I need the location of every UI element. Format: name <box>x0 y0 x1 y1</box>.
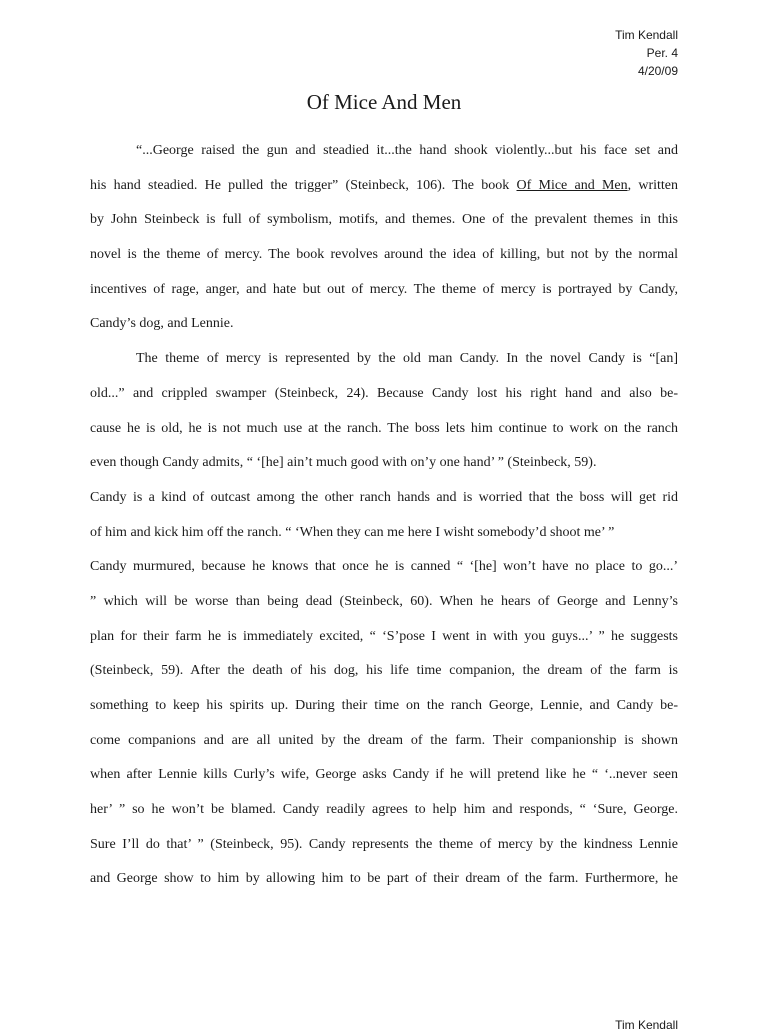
text-line: cause he is old, he is not much use at the ranch. The boss lets him continue to work on the ranch <box>90 420 678 436</box>
text-line: (Steinbeck, 59). After the death of his dog, his life time companion, the dream of the farm is <box>90 663 678 679</box>
text-line: her’ ” so he won’t be blamed. Candy readily agrees to help him and responds, “ ‘Sure, George. <box>90 802 678 818</box>
essay-date: 4/20/09 <box>637 64 678 78</box>
essay-title: Of Mice And Men <box>306 90 462 114</box>
text-line: Candy is a kind of outcast among the other ranch hands and is worried that the boss will get rid <box>90 489 678 505</box>
text-line: by John Steinbeck is full of symbolism, motifs, and themes. One of the prevalent themes in this <box>90 212 678 228</box>
text-line: something to keep his spirits up. During their time on the ranch George, Lennie, and Candy be- <box>90 698 678 713</box>
text-line: when after Lennie kills Curly’s wife, George asks Candy if he will pretend like he “ ‘..never seen <box>90 767 678 783</box>
paragraph-2 <box>90 342 678 897</box>
text-line: Sure I’ll do that’ ” (Steinbeck, 95). Candy represents the theme of mercy by the kindness Lennie <box>90 836 678 852</box>
text-line: The theme of mercy is represented by the old man Candy. In the novel Candy is “[an] <box>136 351 678 367</box>
text-line: his hand steadied. He pulled the trigger” (Steinbeck, 106). The book Of Mice and Men, written <box>90 177 679 193</box>
essay-body <box>90 134 678 897</box>
text-line: even though Candy admits, “ ‘[he] ain’t much good with on’y one hand’ ” (Steinbeck, 59). <box>90 455 597 471</box>
text-line: plan for their farm he is immediately excited, “ ‘S’pose I went in with you guys...’ ” he suggests <box>90 628 678 644</box>
text-line: “...George raised the gun and steadied it...the hand shook violently...but his face set and <box>136 143 678 158</box>
text-line: and George show to him by allowing him to be part of their dream of the farm. Furthermore, he <box>90 871 678 887</box>
book-title: Of Mice and Men <box>516 177 628 193</box>
class-period: Per. 4 <box>646 46 678 60</box>
header-block <box>615 26 678 80</box>
text-line: Candy murmured, because he knows that once he is canned “ ‘[he] won’t have no place to go...’ <box>90 559 678 575</box>
text-line: Candy’s dog, and Lennie. <box>90 316 234 332</box>
text-line: come companions and are all united by the dream of the farm. Their companionship is shown <box>90 732 678 748</box>
paragraph-1 <box>90 134 678 342</box>
text-line: ” which will be worse than being dead (Steinbeck, 60). When he hears of George and Lenny’s <box>90 593 678 609</box>
text-line: old...” and crippled swamper (Steinbeck, 24). Because Candy lost his right hand and also be- <box>90 385 678 401</box>
text-line: incentives of rage, anger, and hate but out of mercy. The theme of mercy is portrayed by Candy, <box>90 281 678 297</box>
next-page-header-fragment: Tim Kendall <box>615 1018 678 1032</box>
text-line: of him and kick him off the ranch. “ ‘When they can me here I wisht somebody’d shoot me’ ” <box>90 524 615 540</box>
text-line: novel is the theme of mercy. The book revolves around the idea of killing, but not by the normal <box>90 247 678 263</box>
author-name: Tim Kendall <box>615 28 678 42</box>
